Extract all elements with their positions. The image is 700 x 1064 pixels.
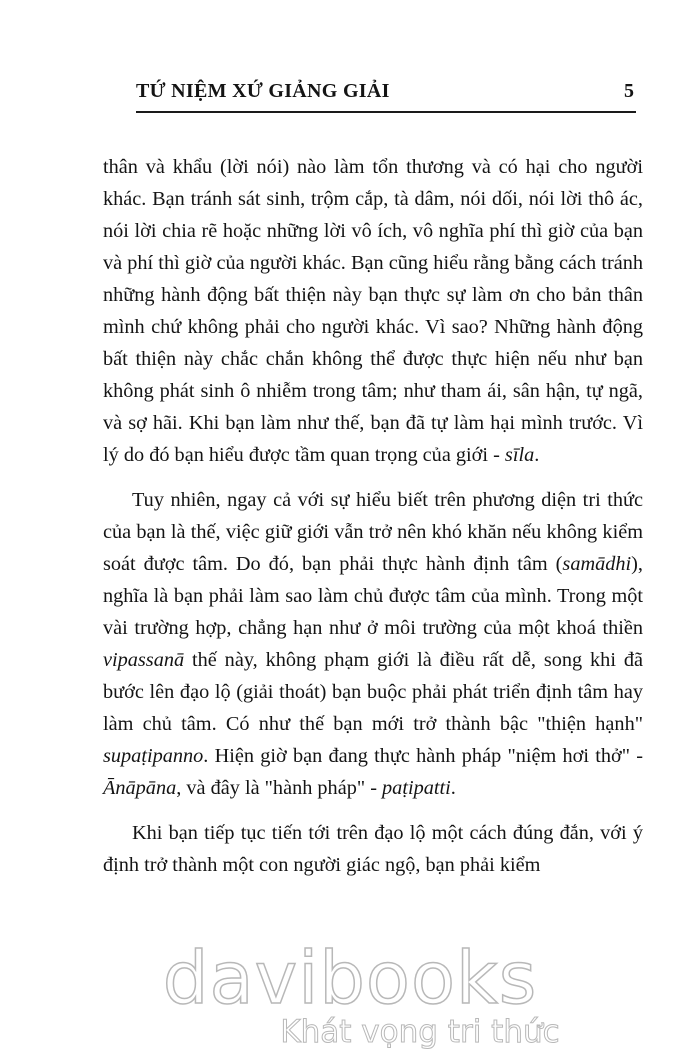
paragraph-2-text-5: , và đây là "hành pháp" - [176, 777, 383, 799]
body-text [103, 151, 643, 894]
page-number: 5 [624, 80, 634, 102]
paragraph-2-term-patipatti: paṭipatti [382, 777, 451, 799]
paragraph-1-end: . [534, 444, 540, 466]
paragraph-3 [103, 817, 643, 881]
running-title: TỨ NIỆM XỨ GIẢNG GIẢI [136, 80, 390, 102]
paragraph-2-term-samadhi: samādhi [562, 553, 632, 575]
watermark-tagline: Khát vọng tri thức [280, 1014, 560, 1050]
paragraph-1-text: thân và khẩu (lời nói) nào làm tổn thương và có hại cho người khác. Bạn tránh sát sinh, trộm cắp, tà dâm, nói dối, nói lời thô ác, nói lời chia rẽ hoặc những lời vô ích, vô nghĩa phí thì giờ của bạn và phí thì giờ của người khác. Bạn cũng hiểu rằng bằng cách tránh những hành động bất thiện này bạn thực sự làm ơn cho bản thân mình chứ không phải cho người khác. Vì sao? Những hành động bất thiện này chắc chắn không thể được thực hiện nếu như bạn không phát sinh ô nhiễm trong tâm; như tham ái, sân hận, tự ngã, và sợ hãi. Khi bạn làm như thế, bạn đã tự làm hại mình trước. Vì lý do đó bạn hiểu được tầm quan trọng của giới - [103, 156, 643, 466]
running-header [136, 74, 636, 114]
paragraph-2-text-2: ), nghĩa là bạn phải làm sao làm chủ được tâm của mình. Trong một vài trường hợp, chẳng hạn như ở môi trường của một khoá thiền [103, 553, 643, 639]
paragraph-2-text-6: . [450, 777, 456, 799]
paragraph-2-text-4: . Hiện giờ bạn đang thực hành pháp "niệm hơi thở" - [203, 745, 643, 767]
paragraph-2 [103, 484, 643, 804]
paragraph-2-text-1: Tuy nhiên, ngay cả với sự hiểu biết trên phương diện tri thức của bạn là thế, việc giữ giới vẫn trở nên khó khăn nếu không kiểm soát được tâm. Do đó, bạn phải thực hành định tâm ( [103, 489, 643, 575]
watermark [0, 936, 700, 1064]
paragraph-2-term-vipassana: vipassanā [103, 649, 185, 671]
paragraph-2-text-3: thế này, không phạm giới là điều rất dễ, song khi đã bước lên đạo lộ (giải thoát) bạn buộc phải phát triển định tâm hay làm chủ tâm. Có như thế bạn mới trở thành bậc "thiện hạnh" [103, 649, 643, 735]
paragraph-1 [103, 151, 643, 471]
paragraph-2-term-anapana: Ānāpāna [103, 777, 177, 799]
watermark-logo: davibooks [162, 936, 538, 1020]
paragraph-2-term-supatipanno: supaṭipanno [103, 745, 204, 767]
paragraph-1-term-sila: sīla [504, 444, 535, 466]
paragraph-3-text: Khi bạn tiếp tục tiến tới trên đạo lộ một cách đúng đắn, với ý định trở thành một con người giác ngộ, bạn phải kiểm [103, 822, 643, 876]
header-rule [136, 111, 636, 113]
